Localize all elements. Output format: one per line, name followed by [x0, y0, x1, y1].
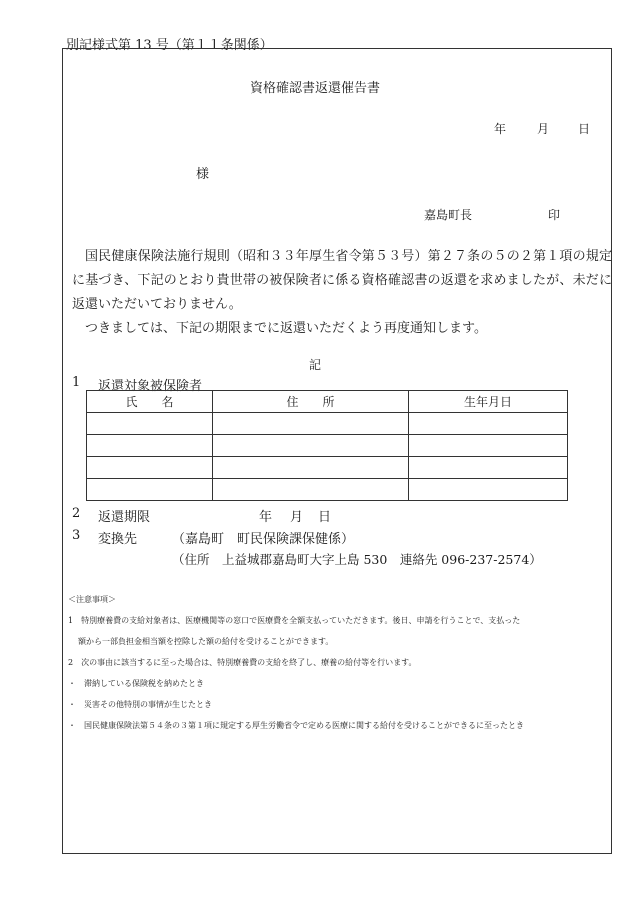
- table-cell: [213, 457, 409, 479]
- insured-persons-table: [86, 390, 568, 501]
- table-cell: [409, 457, 568, 479]
- form-number: 別記様式第 13 号（第１１条関係）: [66, 38, 273, 53]
- table-row: [87, 457, 568, 479]
- header-birthdate: 生年月日: [409, 391, 568, 413]
- section-2-number: 2: [72, 506, 81, 521]
- table-cell: [213, 435, 409, 457]
- date-month: 月: [537, 122, 550, 136]
- section-2-label: 返還期限: [98, 510, 151, 525]
- header-address: 住 所: [213, 391, 409, 413]
- table-cell: [87, 479, 213, 501]
- body-paragraph-2: つきましては、下記の期限までに返還いただくよう再度通知します。: [85, 321, 487, 336]
- seal-mark: 印: [548, 208, 561, 222]
- table-cell: [87, 413, 213, 435]
- date-year: 年: [494, 122, 507, 136]
- return-office: （嘉島町 町民保険課保健係）: [172, 532, 355, 547]
- table-cell: [87, 457, 213, 479]
- section-1-label: 返還対象被保険者: [98, 379, 203, 394]
- section-3-number: 3: [72, 528, 81, 543]
- table-cell: [87, 435, 213, 457]
- return-address: （住所 上益城郡嘉島町大字上島 530 連絡先 096-237-2574）: [172, 552, 542, 567]
- document-title: 資格確認書返還催告書: [249, 81, 380, 96]
- deadline-month: 月: [290, 510, 304, 525]
- body-line: が、未だに返還いただいておりません。: [72, 273, 612, 312]
- table-row: [87, 479, 568, 501]
- table-row: [87, 435, 568, 457]
- note-item: ・ 滞納している保険税を納めたとき: [68, 679, 204, 688]
- notice-body: [72, 245, 612, 341]
- note-item: ・ 災害その他特別の事情が生じたとき: [68, 700, 212, 709]
- body-line: 国民健康保険法施行規則（昭和３３年厚生省令第５３号）第２７条の５の２第１項の: [85, 249, 586, 264]
- notes-heading: ＜注意事項＞: [68, 595, 116, 604]
- note-item: ・ 国民健康保険法第５４条の３第１項に規定する厚生労働省令で定める医療に関する給付を受けることができるに至ったとき: [68, 721, 524, 730]
- sender-name: 嘉島町長: [424, 208, 473, 222]
- note-item: 2 次の事由に該当するに至った場合は、特別療養費の支給を終了し、療養の給付等を行います。: [68, 658, 417, 667]
- note-item: 1 特別療養費の支給対象者は、医療機関等の窓口で医療費を全額支払っていただきます。後日、申請を行うことで、支払った: [68, 616, 521, 625]
- table-cell: [409, 413, 568, 435]
- body-line: 規定に基づき、下記のとおり貴世帯の被保険者に係る資格確認書の返還を求めました: [72, 249, 612, 288]
- note-item: 額から一部負担金相当額を控除した額の給付を受けることができます。: [78, 637, 334, 646]
- table-row: [87, 413, 568, 435]
- table-cell: [409, 479, 568, 501]
- header-name: 氏 名: [87, 391, 213, 413]
- section-1-number: 1: [72, 375, 81, 390]
- ki-heading: 記: [308, 358, 321, 372]
- section-3-label: 変換先: [98, 532, 138, 547]
- deadline-year: 年: [259, 510, 273, 525]
- recipient-suffix: 様: [196, 167, 210, 182]
- table-cell: [213, 479, 409, 501]
- table-header-row: [87, 391, 568, 413]
- table-cell: [409, 435, 568, 457]
- table-cell: [213, 413, 409, 435]
- deadline-day: 日: [318, 510, 332, 525]
- date-day: 日: [578, 122, 591, 136]
